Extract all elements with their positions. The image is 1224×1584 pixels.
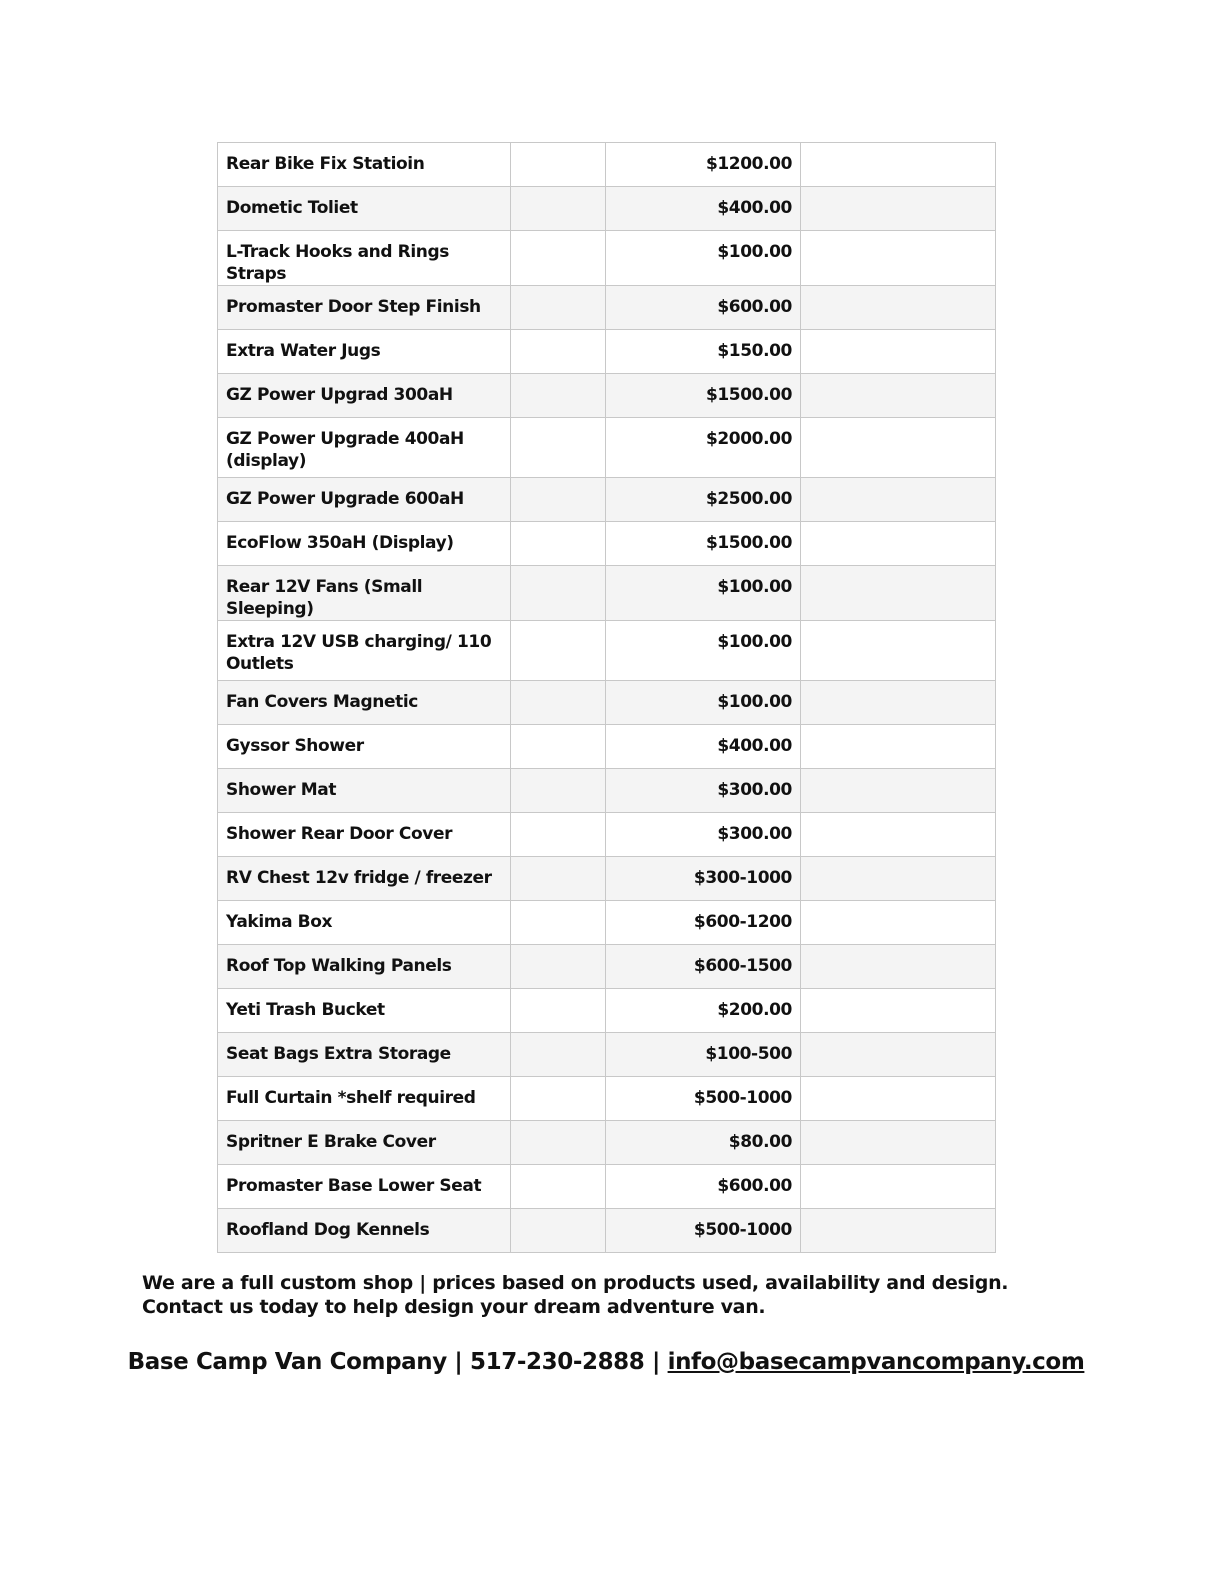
table-row	[218, 769, 996, 813]
price-cell: $500-1000	[606, 1077, 801, 1121]
item-name-cell: Extra 12V USB charging/ 110 Outlets	[218, 621, 511, 681]
empty-cell	[801, 621, 996, 681]
table-row	[218, 857, 996, 901]
table-row	[218, 187, 996, 231]
price-cell: $600-1200	[606, 901, 801, 945]
empty-cell	[511, 1121, 606, 1165]
item-name-cell: Seat Bags Extra Storage	[218, 1033, 511, 1077]
empty-cell	[511, 1165, 606, 1209]
item-name-cell: Promaster Base Lower Seat	[218, 1165, 511, 1209]
table-row	[218, 621, 996, 681]
table-row	[218, 945, 996, 989]
empty-cell	[801, 1209, 996, 1253]
item-name-cell: Full Curtain *shelf required	[218, 1077, 511, 1121]
empty-cell	[511, 813, 606, 857]
empty-cell	[801, 989, 996, 1033]
price-cell: $1200.00	[606, 143, 801, 187]
empty-cell	[801, 681, 996, 725]
table-row	[218, 522, 996, 566]
contact-line	[0, 1349, 1212, 1375]
price-cell: $100.00	[606, 231, 801, 286]
price-cell: $200.00	[606, 989, 801, 1033]
item-name-cell: Gyssor Shower	[218, 725, 511, 769]
item-name-cell: GZ Power Upgrad 300aH	[218, 374, 511, 418]
empty-cell	[511, 769, 606, 813]
empty-cell	[511, 1077, 606, 1121]
empty-cell	[511, 901, 606, 945]
item-name-cell: Roof Top Walking Panels	[218, 945, 511, 989]
company-name: Base Camp Van Company	[127, 1349, 447, 1375]
empty-cell	[511, 231, 606, 286]
price-cell: $100.00	[606, 621, 801, 681]
price-cell: $1500.00	[606, 374, 801, 418]
item-name-cell: Dometic Toliet	[218, 187, 511, 231]
table-row	[218, 681, 996, 725]
empty-cell	[801, 769, 996, 813]
empty-cell	[511, 945, 606, 989]
empty-cell	[801, 330, 996, 374]
price-cell: $100.00	[606, 681, 801, 725]
empty-cell	[511, 621, 606, 681]
phone-number: 517-230-2888	[470, 1349, 645, 1375]
empty-cell	[801, 143, 996, 187]
price-cell: $2000.00	[606, 418, 801, 478]
empty-cell	[801, 945, 996, 989]
table-row	[218, 1121, 996, 1165]
table-row	[218, 989, 996, 1033]
item-name-cell: Shower Mat	[218, 769, 511, 813]
price-cell: $300.00	[606, 769, 801, 813]
item-name-cell: Rear 12V Fans (Small Sleeping)	[218, 566, 511, 621]
price-cell: $100.00	[606, 566, 801, 621]
item-name-cell: Spritner E Brake Cover	[218, 1121, 511, 1165]
empty-cell	[801, 901, 996, 945]
item-name-cell: Yakima Box	[218, 901, 511, 945]
empty-cell	[511, 857, 606, 901]
empty-cell	[801, 286, 996, 330]
empty-cell	[511, 330, 606, 374]
empty-cell	[511, 478, 606, 522]
item-name-cell: Fan Covers Magnetic	[218, 681, 511, 725]
price-cell: $2500.00	[606, 478, 801, 522]
empty-cell	[511, 374, 606, 418]
empty-cell	[801, 187, 996, 231]
email-link[interactable]: info@basecampvancompany.com	[667, 1349, 1085, 1375]
empty-cell	[511, 286, 606, 330]
empty-cell	[511, 681, 606, 725]
empty-cell	[511, 1209, 606, 1253]
table-row	[218, 418, 996, 478]
empty-cell	[801, 522, 996, 566]
price-cell: $500-1000	[606, 1209, 801, 1253]
item-name-cell: Shower Rear Door Cover	[218, 813, 511, 857]
custom-shop-note: We are a full custom shop | prices based on products used, availability and design. Contact us today to help design your dream adventure van.	[142, 1272, 1009, 1318]
empty-cell	[511, 725, 606, 769]
empty-cell	[801, 478, 996, 522]
item-name-cell: Promaster Door Step Finish	[218, 286, 511, 330]
empty-cell	[801, 566, 996, 621]
table-row	[218, 1209, 996, 1253]
table-row	[218, 1033, 996, 1077]
table-row	[218, 143, 996, 187]
price-cell: $600-1500	[606, 945, 801, 989]
empty-cell	[511, 522, 606, 566]
table-row	[218, 901, 996, 945]
empty-cell	[511, 418, 606, 478]
separator: |	[644, 1349, 668, 1375]
item-name-cell: Extra Water Jugs	[218, 330, 511, 374]
table-row	[218, 1077, 996, 1121]
price-cell: $100-500	[606, 1033, 801, 1077]
empty-cell	[511, 143, 606, 187]
price-cell: $300.00	[606, 813, 801, 857]
item-name-cell: Rear Bike Fix Statioin	[218, 143, 511, 187]
item-name-cell: GZ Power Upgrade 600aH	[218, 478, 511, 522]
empty-cell	[801, 1077, 996, 1121]
price-cell: $400.00	[606, 187, 801, 231]
empty-cell	[511, 566, 606, 621]
item-name-cell: Yeti Trash Bucket	[218, 989, 511, 1033]
price-cell: $300-1000	[606, 857, 801, 901]
table-row	[218, 478, 996, 522]
price-cell: $600.00	[606, 1165, 801, 1209]
table-row	[218, 1165, 996, 1209]
empty-cell	[801, 725, 996, 769]
table-row	[218, 725, 996, 769]
price-cell: $80.00	[606, 1121, 801, 1165]
item-name-cell: EcoFlow 350aH (Display)	[218, 522, 511, 566]
price-cell: $600.00	[606, 286, 801, 330]
price-cell: $1500.00	[606, 522, 801, 566]
empty-cell	[801, 857, 996, 901]
table-row	[218, 374, 996, 418]
empty-cell	[801, 813, 996, 857]
empty-cell	[511, 1033, 606, 1077]
empty-cell	[801, 374, 996, 418]
table-row	[218, 231, 996, 286]
empty-cell	[801, 418, 996, 478]
table-row	[218, 330, 996, 374]
item-name-cell: GZ Power Upgrade 400aH (display)	[218, 418, 511, 478]
empty-cell	[511, 187, 606, 231]
table-row	[218, 286, 996, 330]
price-table	[217, 142, 996, 1253]
table-row	[218, 813, 996, 857]
table-row	[218, 566, 996, 621]
separator: |	[446, 1349, 471, 1375]
item-name-cell: Roofland Dog Kennels	[218, 1209, 511, 1253]
item-name-cell: L-Track Hooks and Rings Straps	[218, 231, 511, 286]
price-cell: $400.00	[606, 725, 801, 769]
empty-cell	[801, 231, 996, 286]
item-name-cell: RV Chest 12v fridge / freezer	[218, 857, 511, 901]
empty-cell	[511, 989, 606, 1033]
price-cell: $150.00	[606, 330, 801, 374]
empty-cell	[801, 1165, 996, 1209]
empty-cell	[801, 1033, 996, 1077]
empty-cell	[801, 1121, 996, 1165]
